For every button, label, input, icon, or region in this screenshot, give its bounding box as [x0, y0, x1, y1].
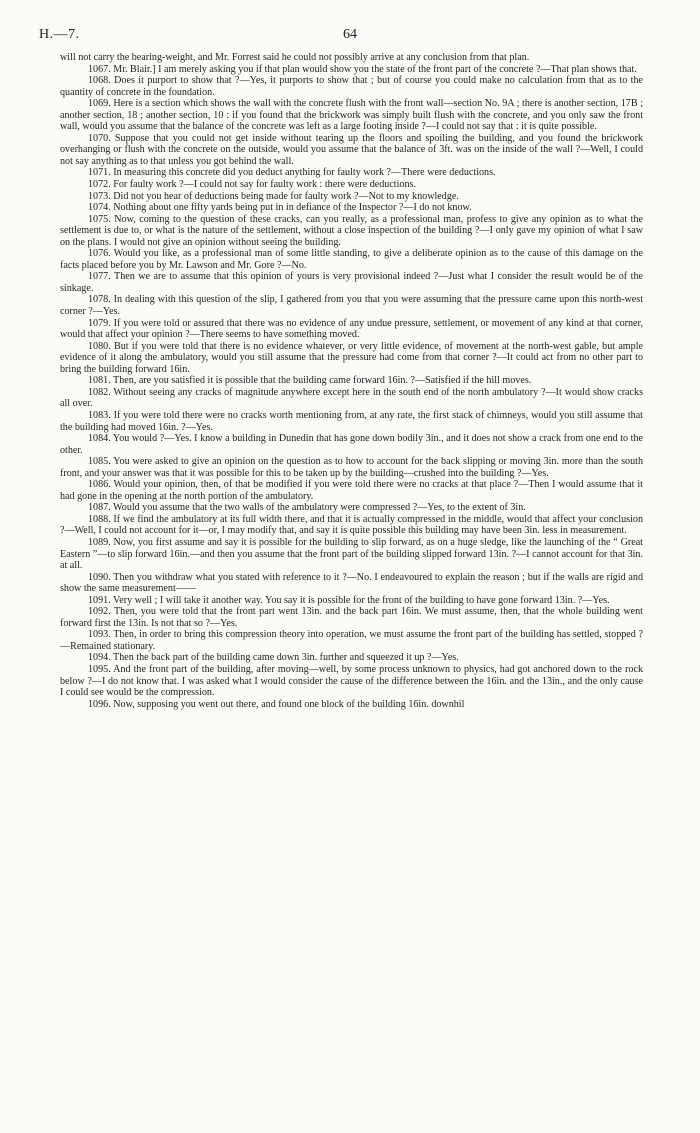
- paragraph: 1074. Nothing about one fifty yards being put in in defiance of the Inspector ?—I do not know.: [88, 202, 472, 214]
- paragraph: 1082. Without seeing any cracks of magnitude anywhere except here in the south end of the north ambulatory ?—It would show cracks all over.: [60, 386, 643, 410]
- document-reference: H.—7.: [39, 27, 80, 42]
- paragraph: 1085. You were asked to give an opinion on the question as to how to account for the back slipping or moving 3in. more than the south front, and your answer was that it was possible for this to be taken up by the building—crushed into the building ?—Yes.: [60, 456, 643, 479]
- paragraph: 1070. Suppose that you could not get inside without tearing up the floors and spoiling the building, and you found the brickwork overhanging or flush with the concrete on the outside, would you assume that the balance of 3ft. was on the inside of the wall ?—Well, I could not say anything as to that unless you got behind the wall.: [60, 132, 643, 167]
- document-body: [60, 52, 643, 710]
- paragraph: 1084. You would ?—Yes. I know a building in Dunedin that has gone down bodily 3in., and it does not show a crack from one end to the other.: [60, 433, 643, 456]
- paragraph: will not carry the bearing-weight, and Mr. Forrest said he could not possibly arrive at any conclusion from that plan.: [60, 52, 530, 63]
- paragraph: 1069. Here is a section which shows the wall with the concrete flush with the front wall—section No. 9A ; there is another section, 17B ; another section, 18 ; another section, 10 : if you found that the brickwork was simply built flush with the concrete, and you only saw the front wall, would you assume that the balance of the concrete was left as a large footing inside ?—I could not say that : it is quite possible.: [60, 98, 643, 133]
- paragraph: 1073. Did not you hear of deductions being made for faulty work ?—Not to my knowledge.: [88, 190, 459, 202]
- paragraph: 1089. Now, you first assume and say it is possible for the building to slip forward, as on a huge sledge, like the launching of the “ Great Eastern ”—to slip forward 16in.—and then you assume that the front part of the building slipped forward 13in. ?—I cannot account for that 3in. at all.: [60, 536, 643, 572]
- paragraph: 1088. If we find the ambulatory at its full width there, and that it is actually compressed in the middle, would that affect your conclusion ?—Well, I could not account for it—or, I may modify that, and say it is quite possible this building may have been 3in. less in measurement.: [60, 513, 643, 537]
- paragraph: 1079. If you were told or assured that there was no evidence of any undue pressure, settlement, or movement of any kind at that corner, would that affect your opinion ?—There seems to have something moved.: [60, 317, 643, 341]
- paragraph: 1071. In measuring this concrete did you deduct anything for faulty work ?—There were deductions.: [88, 167, 496, 179]
- paragraph: 1087. Would you assume that the two walls of the ambulatory were compressed ?—Yes, to the extent of 3in.: [88, 502, 526, 514]
- paragraph: 1095. And the front part of the building, after moving—well, by some process unknown to physics, had got anchored down to the rock below ?—I do not know that. I was asked what I would consider the cause of the difference between the 16in. and the 13in., and the only cause I could see would be the compression.: [60, 663, 643, 699]
- paragraph: 1067. Mr. Blair.] I am merely asking you if that plan would show you the state of the front part of the concrete ?—That plan shows that.: [88, 63, 637, 75]
- paragraph: 1068. Does it purport to show that ?—Yes, it purports to show that ; but of course you could make no calculation from that as to the quantity of concrete in the foundation.: [60, 75, 643, 98]
- paragraph: 1072. For faulty work ?—I could not say for faulty work : there were deductions.: [88, 179, 416, 191]
- paragraph: 1086. Would your opinion, then, of that be modified if you were told there were no cracks at that place ?—Then I would assume that it had gone in the opening at the north portion of the ambulatory.: [60, 479, 643, 502]
- paragraph: 1083. If you were told there were no cracks worth mentioning from, at any rate, the first stack of chimneys, would you still assume that the building had moved 16in. ?—Yes.: [60, 409, 643, 433]
- paragraph: 1078. In dealing with this question of the slip, I gathered from you that you were assuming that the pressure came upon this north-west corner ?—Yes.: [60, 294, 643, 318]
- paragraph: 1081. Then, are you satisfied it is possible that the building came forward 16in. ?—Satisfied if the hill moves.: [88, 375, 532, 387]
- paragraph: 1091. Very well ; I will take it another way. You say it is possible for the front of the building to have gone forward 13in. ?—Yes.: [88, 594, 610, 606]
- paragraph: 1092. Then, you were told that the front part went 13in. and the back part 16in. We must assume, then, that the whole building went forward first the 13in. Is not that so ?—Yes.: [60, 606, 643, 629]
- paragraph: 1076. Would you like, as a professional man of some little standing, to give a deliberate opinion as to the cause of this damage on the facts placed before you by Mr. Lawson and Mr. Gore ?—No.: [60, 248, 643, 271]
- paragraph: 1094. Then the back part of the building came down 3in. further and squeezed it up ?—Yes.: [88, 652, 459, 664]
- paragraph: 1093. Then, in order to bring this compression theory into operation, we must assume the front part of the building has settled, stopped ?—Remained stationary.: [60, 629, 643, 652]
- paragraph: 1080. But if you were told that there is no evidence whatever, or very little evidence, of movement at the north-west gable, but ample evidence of it along the ambulatory, would you still assume that the pressure had come from that corner ?—It could act from no other part to bring the building forward 16in.: [60, 340, 643, 375]
- paragraph: 1077. Then we are to assume that this opinion of yours is very provisional indeed ?—Just what I consider the result would be of the sinkage.: [60, 271, 643, 294]
- paragraph: 1096. Now, supposing you went out there, and found one block of the building 16in. downhil: [88, 698, 465, 710]
- paragraph: 1090. Then you withdraw what you stated with reference to it ?—No. I endeavoured to explain the reason ; but if the walls are rigid and show the same measurement——: [60, 571, 643, 595]
- page-number: 64: [343, 27, 357, 42]
- paragraph: 1075. Now, coming to the question of these cracks, can you really, as a professional man, profess to give any opinion as to what the settlement is due to, or what is the nature of the settlement, without a close inspection of the building ?—I only gave my opinion of what I saw on the plans. I would not give an opinion without seeing the building.: [60, 213, 643, 248]
